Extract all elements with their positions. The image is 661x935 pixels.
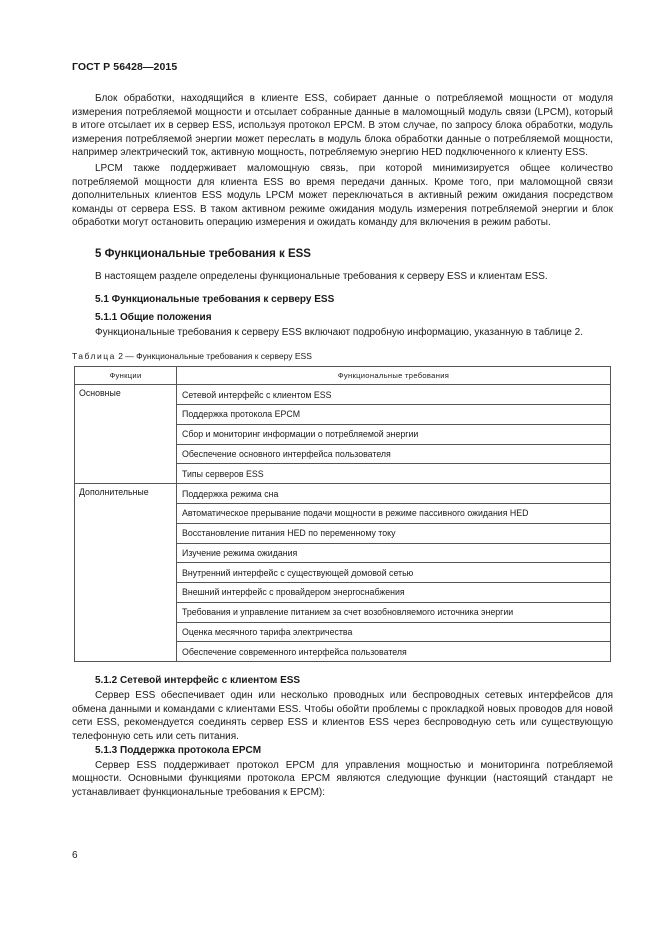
requirements-table xyxy=(74,366,611,662)
section-5-1-2-text: Сервер ESS обеспечивает один или несколько проводных или беспроводных сетевых интерфейсов для обмена данными и командами с клиентами ESS. Чтобы обойти проблемы с прокладкой новых проводов для новой сети ESS, рекомендуется соединять сервер ESS и клиентов ESS через беспроводную сеть или существующую телефонную сеть или сеть питания. xyxy=(72,690,613,743)
requirement-cell: Оценка месячного тарифа электричества xyxy=(177,622,611,642)
section-5-1-title: 5.1 Функциональные требования к серверу ESS xyxy=(95,293,335,305)
function-group-cell: Дополнительные xyxy=(75,484,177,662)
section-5-1-3-text: Сервер ESS поддерживает протокол EPCM для управления мощностью и мониторинга потребляемой мощности. Основными функциями протокола EPCM являются следующие функции (настоящий стандарт не устанавливает функциональные требования к EPCM): xyxy=(72,759,613,798)
table-caption-text: 2 — Функциональные требования к серверу ESS xyxy=(115,351,312,362)
section-5-title: 5 Функциональные требования к ESS xyxy=(95,247,311,260)
section-5-intro: В настоящем разделе определены функциональные требования к серверу ESS и клиентам ESS. xyxy=(95,270,548,282)
section-5-1-2-title: 5.1.2 Сетевой интерфейс с клиентом ESS xyxy=(95,675,301,687)
table-body xyxy=(75,385,611,662)
intro-paragraph-1: Блок обработки, находящийся в клиенте ESS, собирает данные о потребляемой мощности от модуля измерения потребляемой мощности и отсылает собранные данные в маломощный модуль связи (LPCM), который в итоге отсылает их в сервер ESS, используя протокол EPCM. В этом случае, по запросу блока обработки, модуль измерения потребляемой энергии может переслать в модуль блока обработки данные о потребляемой мощности, например электрический ток, активную мощность, потребляемую энергию HED подключенного к клиенту ESS. xyxy=(72,93,613,159)
function-group-cell: Основные xyxy=(75,385,177,484)
col-header-requirements: Функциональные требования xyxy=(177,367,611,385)
table-caption xyxy=(72,351,613,361)
requirement-cell: Внешний интерфейс с провайдером энергоснабжения xyxy=(177,583,611,603)
section-5-1-1-title: 5.1.1 Общие положения xyxy=(95,311,212,323)
requirement-cell: Сетевой интерфейс с клиентом ESS xyxy=(177,385,611,405)
requirement-cell: Поддержка протокола EPCM xyxy=(177,404,611,424)
requirement-cell: Обеспечение основного интерфейса пользователя xyxy=(177,444,611,464)
requirement-cell: Внутренний интерфейс с существующей домовой сетью xyxy=(177,563,611,583)
requirement-cell: Типы серверов ESS xyxy=(177,464,611,484)
requirement-cell: Поддержка режима сна xyxy=(177,484,611,504)
col-header-functions: Функции xyxy=(75,367,177,385)
requirement-cell: Сбор и мониторинг информации о потребляемой энергии xyxy=(177,424,611,444)
page-content xyxy=(72,92,613,799)
table-caption-label: Таблица xyxy=(72,351,116,362)
requirement-cell: Требования и управление питанием за счет возобновляемого источника энергии xyxy=(177,602,611,622)
table-row xyxy=(75,385,611,405)
table-row xyxy=(75,484,611,504)
page-number: 6 xyxy=(72,850,78,861)
section-5-1-1-text: Функциональные требования к серверу ESS включают подробную информацию, указанную в таблице 2. xyxy=(95,326,584,338)
section-5-1-3-title: 5.1.3 Поддержка протокола EPCM xyxy=(95,744,262,756)
intro-paragraph-2: LPCM также поддерживает маломощную связь, при которой минимизируется общее количество потребляемой мощности для клиента ESS во время передачи данных. Кроме того, при маломощной связи дополнительных клиентов ESS модуль LPCM может переключаться в активный режим ожидания посредством команды от сервера ESS. В таком активном режиме ожидания модуль измерения потребляемой энергии и блок обработки могут остановить операцию измерения и ожидать команду для включения в режим работы. xyxy=(72,162,613,229)
table-header-row xyxy=(75,367,611,385)
requirement-cell: Обеспечение современного интерфейса пользователя xyxy=(177,642,611,662)
document-header: ГОСТ Р 56428—2015 xyxy=(72,61,178,73)
requirement-cell: Изучение режима ожидания xyxy=(177,543,611,563)
requirement-cell: Восстановление питания HED по переменному току xyxy=(177,523,611,543)
requirement-cell: Автоматическое прерывание подачи мощности в режиме пассивного ожидания HED xyxy=(177,503,611,523)
